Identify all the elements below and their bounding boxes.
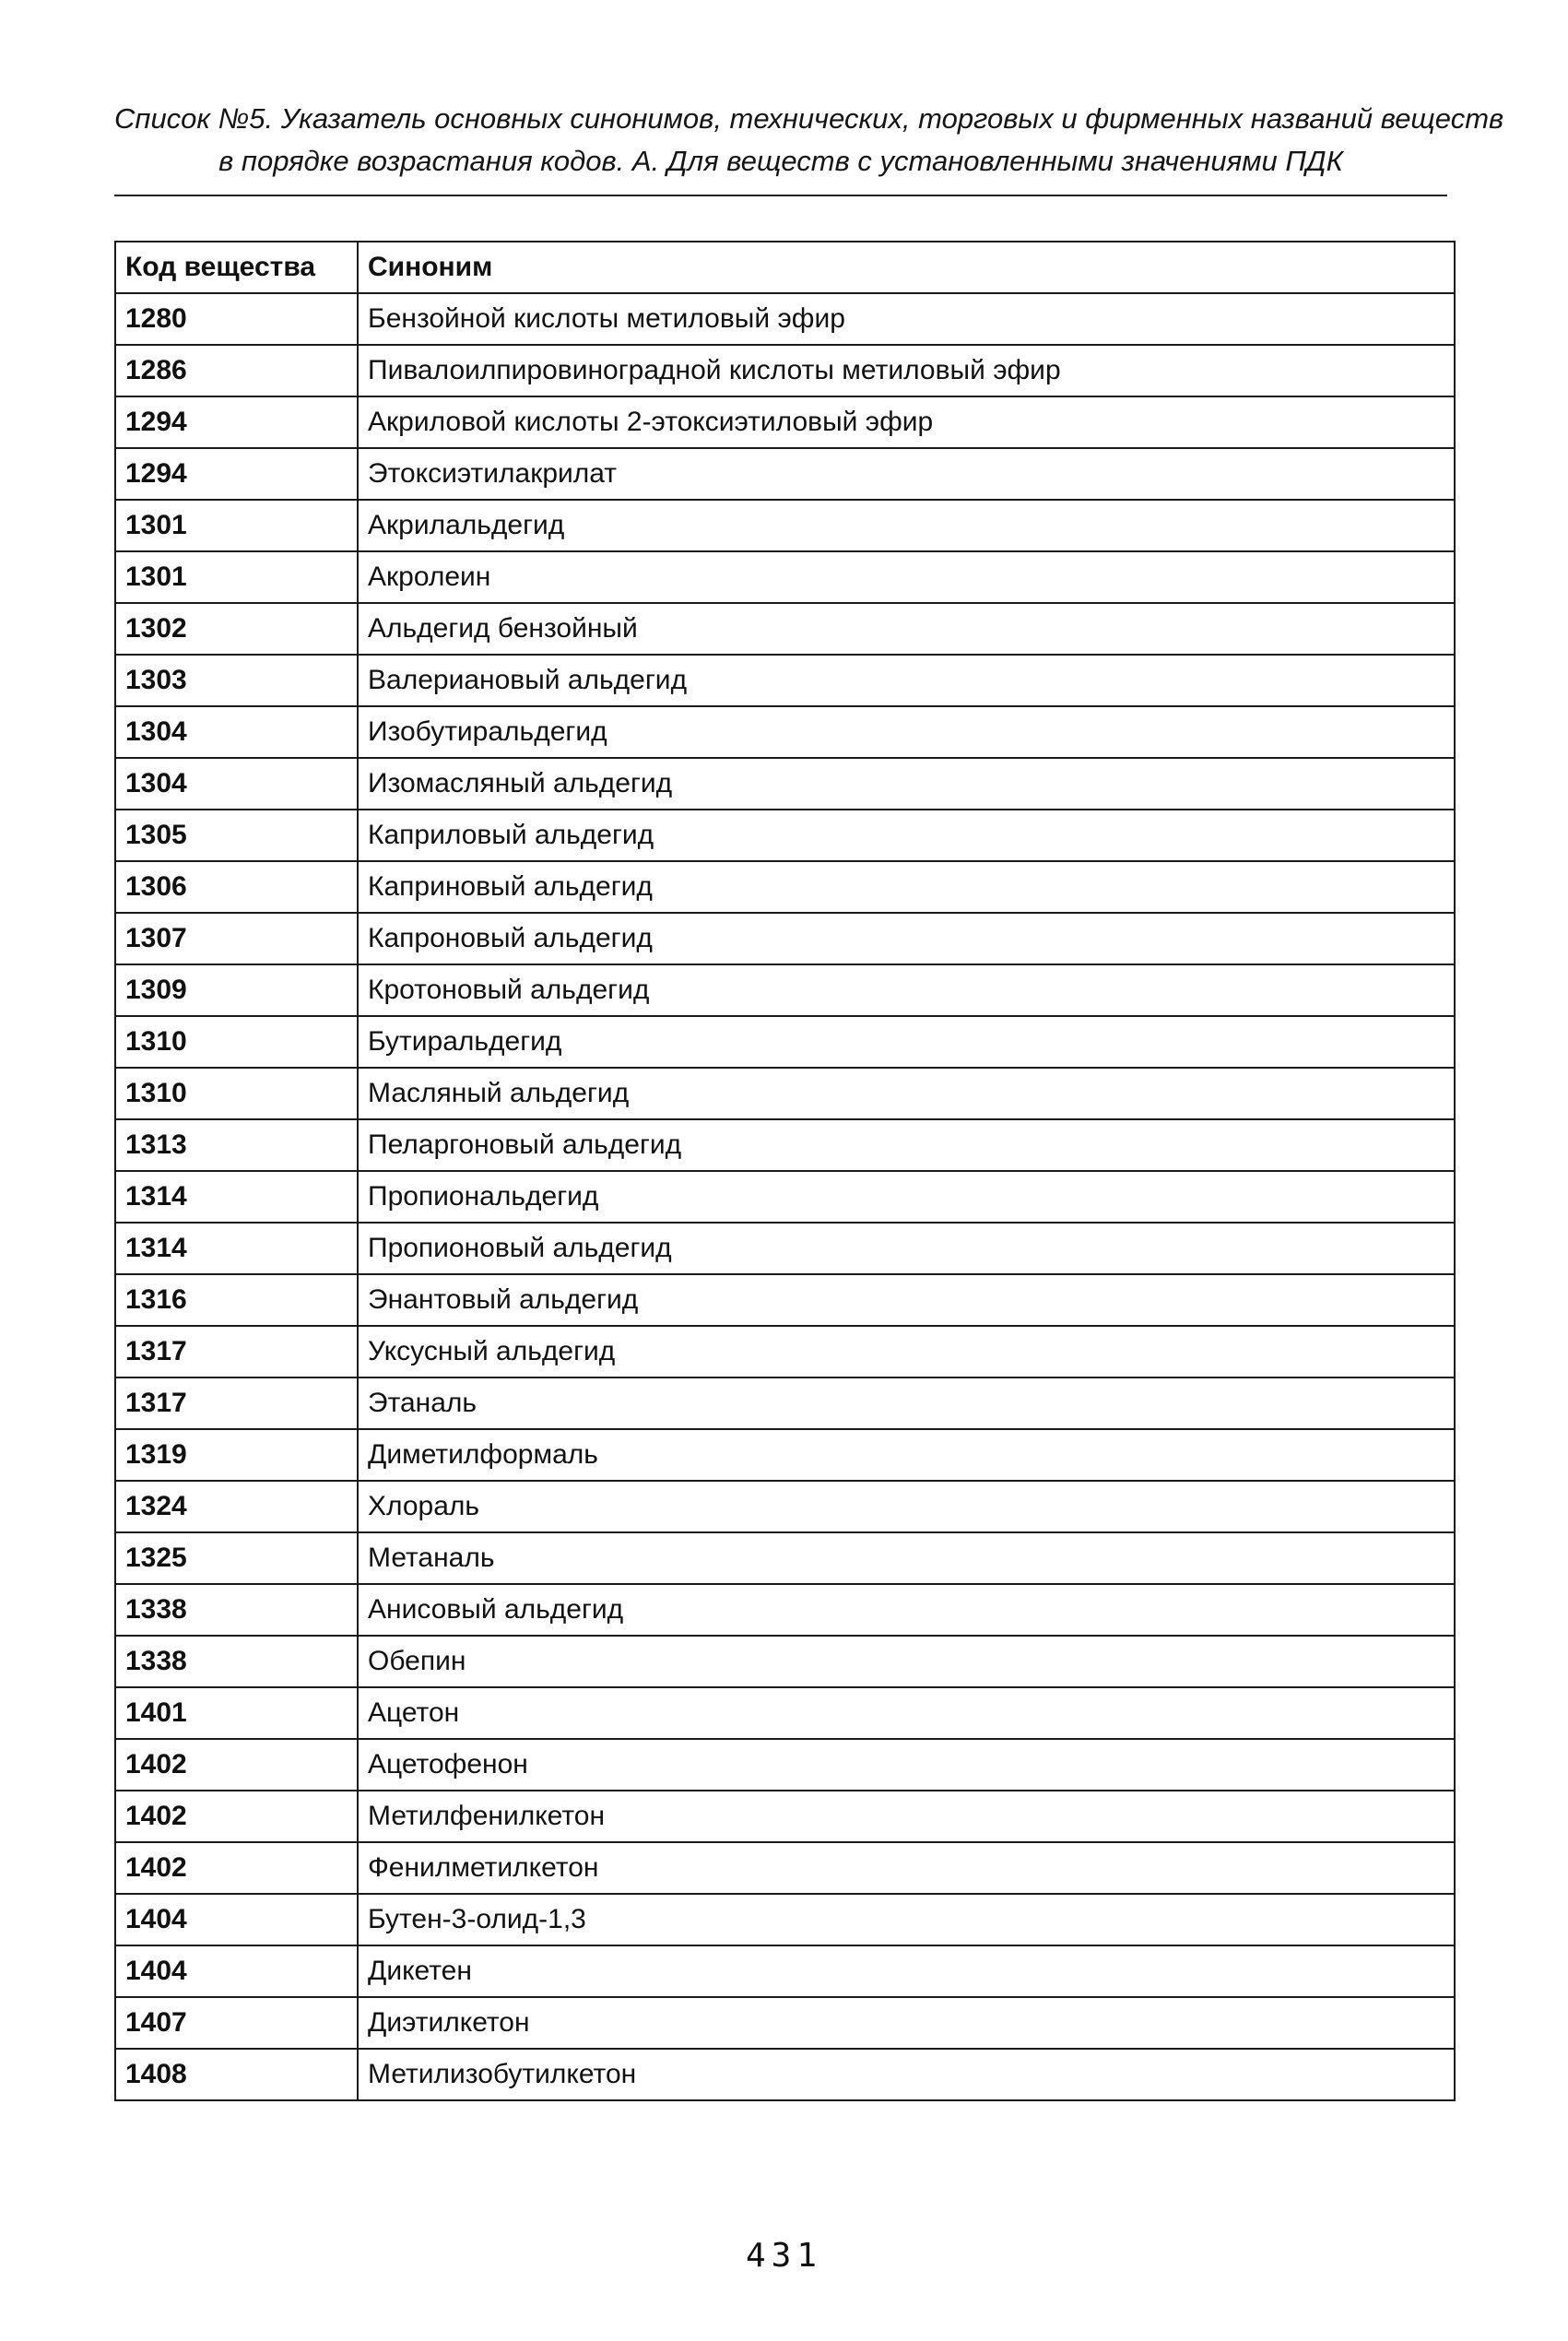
header-line-2: в порядке возрастания кодов. А. Для веществ с установленными значениями ПДК: [218, 145, 1343, 177]
synonym-cell: Метилфенилкетон: [358, 1791, 1455, 1842]
substance-code-cell: 1407: [115, 1997, 358, 2049]
table-row: [115, 1739, 1455, 1791]
substance-code-cell: 1404: [115, 1945, 358, 1997]
substance-code-cell: 1301: [115, 500, 358, 551]
synonym-cell: Пропиональдегид: [358, 1171, 1455, 1223]
substance-code-cell: 1302: [115, 603, 358, 655]
synonym-cell: Фенилметилкетон: [358, 1842, 1455, 1894]
synonym-cell: Дикетен: [358, 1945, 1455, 1997]
table-row: [115, 1842, 1455, 1894]
substance-code-cell: 1317: [115, 1377, 358, 1429]
table-row: [115, 1119, 1455, 1171]
table-row: [115, 1016, 1455, 1068]
substance-code-cell: 1313: [115, 1119, 358, 1171]
column-header-synonym: Синоним: [358, 242, 1455, 293]
synonym-cell: Пивалоилпировиноградной кислоты метиловый эфир: [358, 345, 1455, 396]
table-row: [115, 1687, 1455, 1739]
header-line-1: Список №5. Указатель основных синонимов, технических, торговых и фирменных названий веществ: [114, 102, 1504, 135]
substance-code-cell: 1325: [115, 1532, 358, 1584]
substance-code-cell: 1304: [115, 758, 358, 810]
table-header-row: [115, 242, 1455, 293]
table-row: [115, 448, 1455, 500]
synonym-cell: Изобутиральдегид: [358, 706, 1455, 758]
synonym-cell: Каприловый альдегид: [358, 810, 1455, 861]
synonym-cell: Бутиральдегид: [358, 1016, 1455, 1068]
substance-code-cell: 1314: [115, 1171, 358, 1223]
synonym-cell: Бензойной кислоты метиловый эфир: [358, 293, 1455, 345]
table-row: [115, 2049, 1455, 2100]
synonym-cell: Уксусный альдегид: [358, 1326, 1455, 1377]
table-row: [115, 964, 1455, 1016]
table-row: [115, 1636, 1455, 1687]
table-row: [115, 1171, 1455, 1223]
substance-code-cell: 1324: [115, 1481, 358, 1532]
substance-code-cell: 1319: [115, 1429, 358, 1481]
substance-code-cell: 1305: [115, 810, 358, 861]
table-row: [115, 1945, 1455, 1997]
header-divider: [114, 195, 1447, 196]
synonym-cell: Альдегид бензойный: [358, 603, 1455, 655]
substance-code-cell: 1317: [115, 1326, 358, 1377]
table-row: [115, 1326, 1455, 1377]
page-header: [114, 98, 1504, 183]
substance-code-cell: 1402: [115, 1791, 358, 1842]
column-header-code: Код вещества: [115, 242, 358, 293]
substance-code-cell: 1310: [115, 1016, 358, 1068]
synonym-cell: Пропионовый альдегид: [358, 1223, 1455, 1274]
substance-code-cell: 1294: [115, 448, 358, 500]
table-row: [115, 396, 1455, 448]
synonym-cell: Диметилформаль: [358, 1429, 1455, 1481]
substance-code-cell: 1286: [115, 345, 358, 396]
table-row: [115, 345, 1455, 396]
page-number: 431: [745, 2237, 823, 2275]
table-row: [115, 655, 1455, 706]
substance-code-cell: 1306: [115, 861, 358, 913]
substance-code-cell: 1307: [115, 913, 358, 964]
table-row: [115, 706, 1455, 758]
synonym-cell: Кротоновый альдегид: [358, 964, 1455, 1016]
substance-code-cell: 1301: [115, 551, 358, 603]
table-row: [115, 1791, 1455, 1842]
table-row: [115, 913, 1455, 964]
table-body: [115, 293, 1455, 2100]
synonym-cell: Ацетон: [358, 1687, 1455, 1739]
substance-code-cell: 1314: [115, 1223, 358, 1274]
synonym-cell: Обепин: [358, 1636, 1455, 1687]
synonym-cell: Пеларгоновый альдегид: [358, 1119, 1455, 1171]
table-row: [115, 1274, 1455, 1326]
synonym-cell: Изомасляный альдегид: [358, 758, 1455, 810]
table-row: [115, 758, 1455, 810]
table-row: [115, 1997, 1455, 2049]
substance-code-cell: 1338: [115, 1584, 358, 1636]
substance-code-cell: 1280: [115, 293, 358, 345]
synonym-cell: Акролеин: [358, 551, 1455, 603]
synonym-cell: Акриловой кислоты 2-этоксиэтиловый эфир: [358, 396, 1455, 448]
synonym-cell: Метилизобутилкетон: [358, 2049, 1455, 2100]
synonym-cell: Этаналь: [358, 1377, 1455, 1429]
synonym-cell: Метаналь: [358, 1532, 1455, 1584]
substance-code-cell: 1401: [115, 1687, 358, 1739]
substance-code-cell: 1338: [115, 1636, 358, 1687]
synonym-cell: Ацетофенон: [358, 1739, 1455, 1791]
synonym-cell: Валериановый альдегид: [358, 655, 1455, 706]
substance-code-cell: 1310: [115, 1068, 358, 1119]
synonym-cell: Масляный альдегид: [358, 1068, 1455, 1119]
synonym-cell: Энантовый альдегид: [358, 1274, 1455, 1326]
synonym-cell: Каприновый альдегид: [358, 861, 1455, 913]
table-row: [115, 1223, 1455, 1274]
substance-code-cell: 1304: [115, 706, 358, 758]
substance-code-cell: 1408: [115, 2049, 358, 2100]
table-row: [115, 1068, 1455, 1119]
substance-code-cell: 1303: [115, 655, 358, 706]
table-row: [115, 1584, 1455, 1636]
synonym-cell: Капроновый альдегид: [358, 913, 1455, 964]
synonym-cell: Диэтилкетон: [358, 1997, 1455, 2049]
table-row: [115, 1481, 1455, 1532]
table-row: [115, 1429, 1455, 1481]
table-row: [115, 1894, 1455, 1945]
synonym-cell: Хлораль: [358, 1481, 1455, 1532]
substance-code-cell: 1404: [115, 1894, 358, 1945]
synonym-cell: Этоксиэтилакрилат: [358, 448, 1455, 500]
synonym-cell: Бутен-3-олид-1,3: [358, 1894, 1455, 1945]
synonyms-table: [114, 241, 1456, 2101]
synonym-cell: Анисовый альдегид: [358, 1584, 1455, 1636]
table-row: [115, 293, 1455, 345]
synonym-cell: Акрилальдегид: [358, 500, 1455, 551]
substance-code-cell: 1309: [115, 964, 358, 1016]
substance-code-cell: 1294: [115, 396, 358, 448]
table-row: [115, 1377, 1455, 1429]
substance-code-cell: 1402: [115, 1842, 358, 1894]
table-row: [115, 500, 1455, 551]
table-row: [115, 551, 1455, 603]
table-row: [115, 861, 1455, 913]
table-row: [115, 603, 1455, 655]
substance-code-cell: 1402: [115, 1739, 358, 1791]
table-row: [115, 810, 1455, 861]
table-row: [115, 1532, 1455, 1584]
substance-code-cell: 1316: [115, 1274, 358, 1326]
